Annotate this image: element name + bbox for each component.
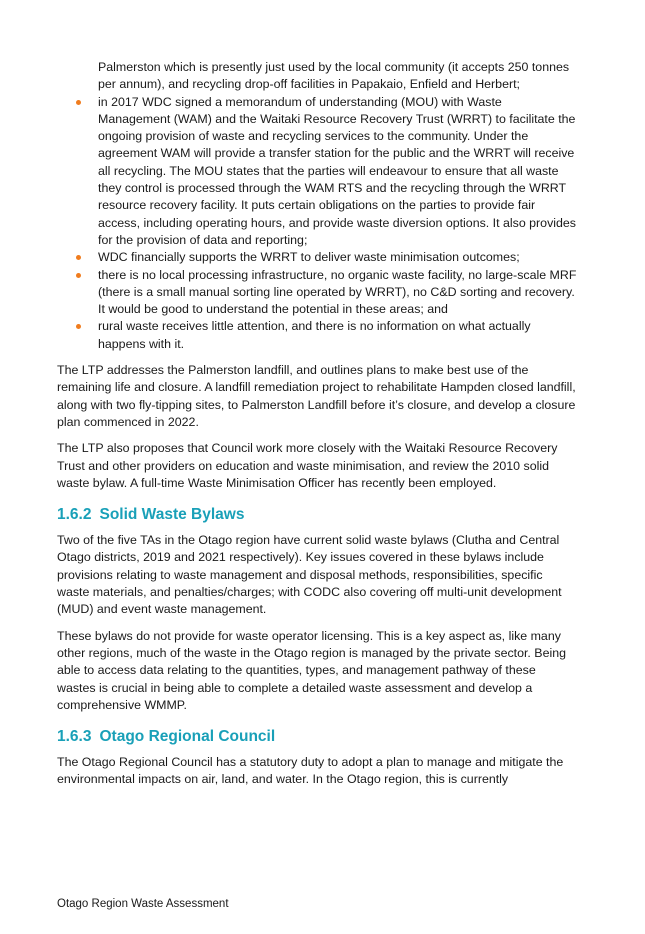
page-footer: Otago Region Waste Assessment xyxy=(57,898,229,910)
body-paragraph: These bylaws do not provide for waste operator licensing. This is a key aspect as, like many other regions, much of the waste in the Otago region is managed by the private sector. Being able to access data relating to the quantities, types, and management pathway of these wastes is crucial in being able to complete a detailed waste assessment and develop a comprehensive WMMP. xyxy=(57,628,567,712)
bullet-dot-icon xyxy=(76,255,81,260)
continuation-text: Palmerston which is presently just used by the local community (it accepts 250 tonnes per annum), and recycling drop-off facilities in Papakaio, Enfield and Herbert; xyxy=(98,60,570,92)
body-paragraph: Two of the five TAs in the Otago region have current solid waste bylaws (Clutha and Central Otago districts, 2019 and 2021 respectively). Key issues covered in these bylaws include provisions relating to waste management and disposal methods, responsibilities, specific waste materials, and penalties/charges; with CODC also covering off multi-unit development (MUD) and event waste management. xyxy=(57,533,562,617)
body-paragraph: The Otago Regional Council has a statutory duty to adopt a plan to manage and mitigate the environmental impacts on air, land, and water. In the Otago region, this is currently xyxy=(57,755,564,787)
bullet-dot-icon xyxy=(76,324,81,329)
list-item: WDC financially supports the WRRT to deliver waste minimisation outcomes; xyxy=(57,249,577,266)
body-paragraph: The LTP also proposes that Council work more closely with the Waitaki Resource Recovery Trust and other providers on education and waste minimisation, and review the 2010 solid waste bylaw. A full-time Waste Minimisation Officer has recently been employed. xyxy=(57,441,558,490)
bullet-dot-icon xyxy=(76,100,81,105)
section-heading-otago-regional-council: 1.6.3 Otago Regional Council xyxy=(57,728,276,746)
document-page xyxy=(57,59,577,789)
body-paragraph: The LTP addresses the Palmerston landfill, and outlines plans to make best use of the remaining life and closure. A landfill remediation project to rehabilitate Hampden closed landfill, along with two fly-tipping sites, to Palmerston Landfill before it’s closure, and develop a closure plan commenced in 2022. xyxy=(57,363,576,429)
list-item: rural waste receives little attention, and there is no information on what actually happens with it. xyxy=(57,318,577,353)
bullet-dot-icon xyxy=(76,273,81,278)
list-item: there is no local processing infrastructure, no organic waste facility, no large-scale MRF (there is a small manual sorting line operated by WRRT), no C&D sorting and recovery. It would be good to understand the potential in these areas; and xyxy=(57,267,577,319)
section-heading-solid-waste-bylaws: 1.6.2 Solid Waste Bylaws xyxy=(57,506,245,524)
bullet-list xyxy=(57,94,577,353)
list-item: in 2017 WDC signed a memorandum of understanding (MOU) with Waste Management (WAM) and the Waitaki Resource Recovery Trust (WRRT) to facilitate the ongoing provision of waste and recycling services to the community. Under the agreement WAM will provide a transfer station for the public and the WRRT will receive all recycling. The MOU states that the parties will endeavour to ensure that all waste they control is processed through the WAM RTS and the recycling through the WRRT resource recovery facility. It puts certain obligations on the parties to provide fair access, including operating hours, and provide waste diversion options. It also provides for the provision of data and reporting; xyxy=(57,94,577,250)
